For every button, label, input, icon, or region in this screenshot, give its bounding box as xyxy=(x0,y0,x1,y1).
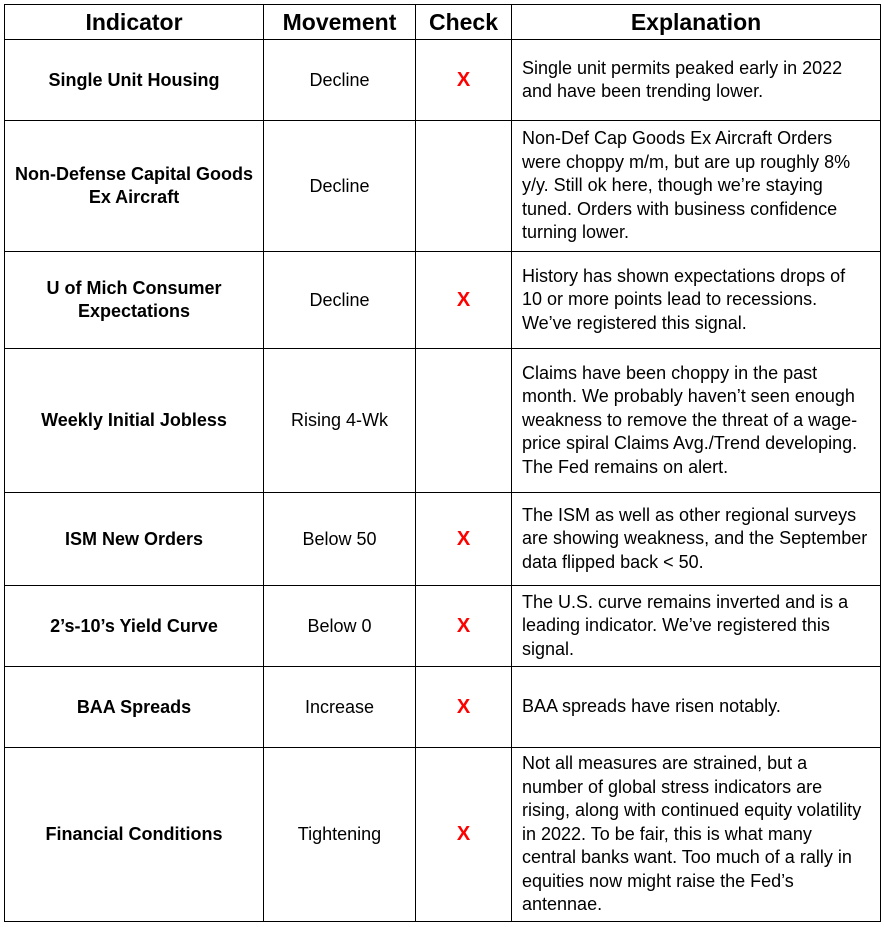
explanation-cell: Single unit permits peaked early in 2022 and have been trending lower. xyxy=(512,40,881,121)
explanation-cell: Non-Def Cap Goods Ex Aircraft Orders were choppy m/m, but are up roughly 8% y/y. Still ok here, though we’re staying tuned. Orders with business confidence turning lower. xyxy=(512,121,881,252)
movement-cell: Decline xyxy=(264,121,416,252)
indicator-cell: 2’s-10’s Yield Curve xyxy=(5,586,264,667)
indicator-cell: Non-Defense Capital Goods Ex Aircraft xyxy=(5,121,264,252)
movement-cell: Decline xyxy=(264,252,416,349)
explanation-cell: Claims have been choppy in the past month. We probably haven’t seen enough weakness to remove the threat of a wage-price spiral Claims Avg./Trend developing. The Fed remains on alert. xyxy=(512,349,881,493)
table-row xyxy=(5,748,881,922)
red-x-icon: X xyxy=(416,586,512,667)
indicator-table xyxy=(4,4,881,922)
explanation-cell: Not all measures are strained, but a number of global stress indicators are rising, along with continued equity volatility in 2022. To be fair, this is what many central banks want. Too much of a rally in equities now might raise the Fed’s antennae. xyxy=(512,748,881,922)
red-x-icon: X xyxy=(416,493,512,586)
movement-cell: Below 0 xyxy=(264,586,416,667)
movement-cell: Below 50 xyxy=(264,493,416,586)
red-x-icon: X xyxy=(416,40,512,121)
indicator-cell: Single Unit Housing xyxy=(5,40,264,121)
table-row xyxy=(5,667,881,748)
indicator-cell: BAA Spreads xyxy=(5,667,264,748)
table-row xyxy=(5,493,881,586)
red-x-icon: X xyxy=(416,748,512,922)
movement-cell: Tightening xyxy=(264,748,416,922)
table-row xyxy=(5,121,881,252)
check-cell xyxy=(416,121,512,252)
table-row xyxy=(5,252,881,349)
header-check: Check xyxy=(416,5,512,40)
table-row xyxy=(5,40,881,121)
indicator-cell: ISM New Orders xyxy=(5,493,264,586)
movement-cell: Increase xyxy=(264,667,416,748)
table-row xyxy=(5,349,881,493)
explanation-cell: The U.S. curve remains inverted and is a leading indicator. We’ve registered this signal. xyxy=(512,586,881,667)
indicator-cell: U of Mich Consumer Expectations xyxy=(5,252,264,349)
table-row xyxy=(5,586,881,667)
explanation-cell: History has shown expectations drops of 10 or more points lead to recessions. We’ve registered this signal. xyxy=(512,252,881,349)
indicator-cell: Financial Conditions xyxy=(5,748,264,922)
check-cell xyxy=(416,349,512,493)
explanation-cell: The ISM as well as other regional surveys are showing weakness, and the September data flipped back < 50. xyxy=(512,493,881,586)
header-explanation: Explanation xyxy=(512,5,881,40)
header-movement: Movement xyxy=(264,5,416,40)
red-x-icon: X xyxy=(416,667,512,748)
header-row xyxy=(5,5,881,40)
movement-cell: Rising 4-Wk xyxy=(264,349,416,493)
indicator-cell: Weekly Initial Jobless xyxy=(5,349,264,493)
red-x-icon: X xyxy=(416,252,512,349)
explanation-cell: BAA spreads have risen notably. xyxy=(512,667,881,748)
header-indicator: Indicator xyxy=(5,5,264,40)
movement-cell: Decline xyxy=(264,40,416,121)
